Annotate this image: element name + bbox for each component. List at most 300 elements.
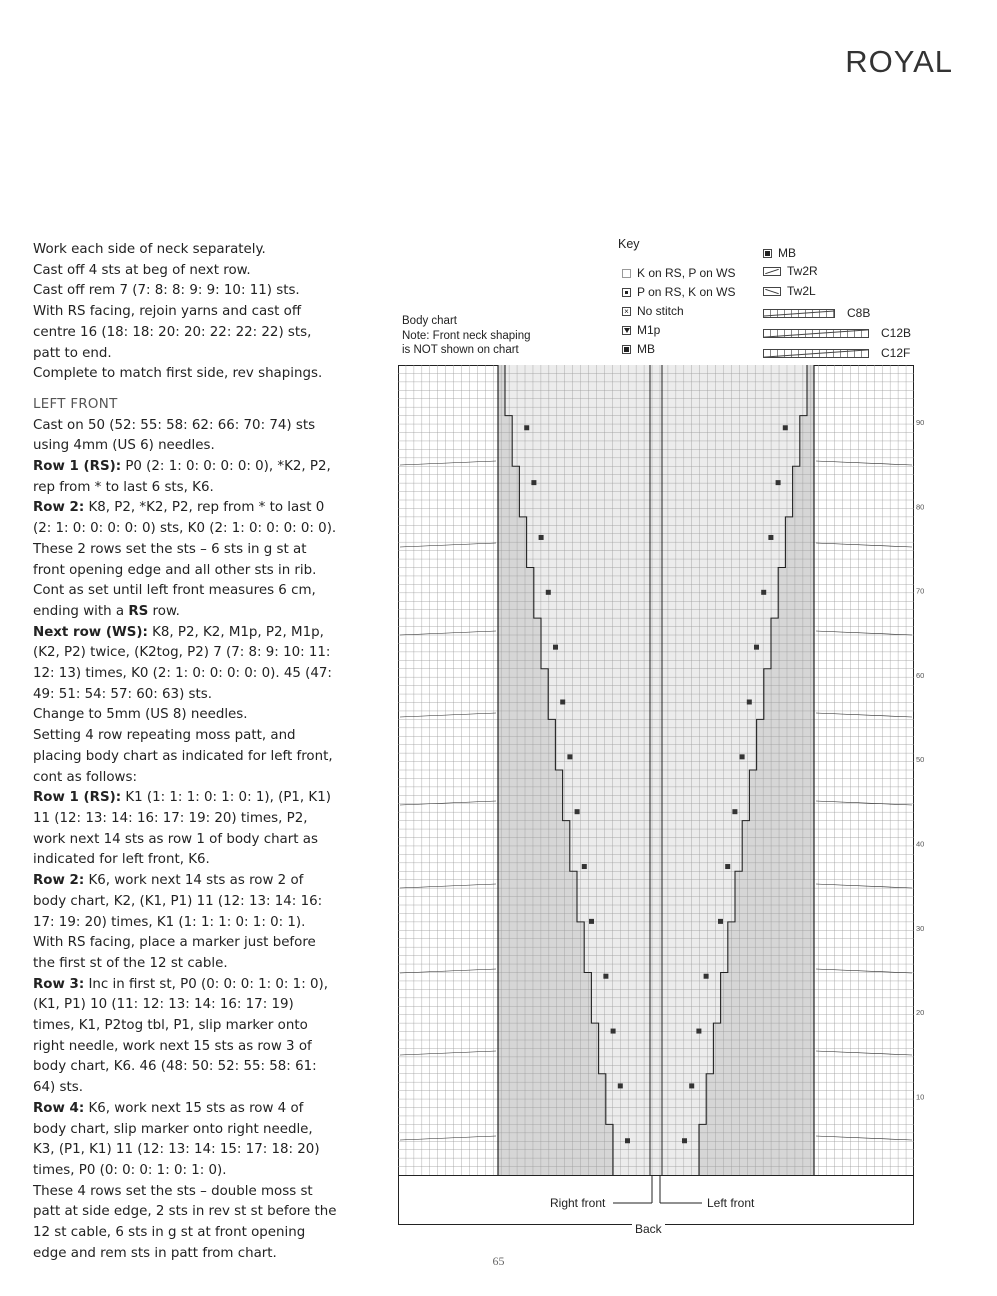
blank-square-icon [622,269,631,278]
bobble-mark [531,480,536,485]
no-stitch-area [498,956,584,964]
no-stitch-area [713,1057,814,1065]
no-stitch-area [498,981,591,989]
no-stitch-area [778,576,814,584]
no-stitch-area [498,930,584,938]
no-stitch-area [757,719,814,727]
no-stitch-area [807,365,814,373]
no-stitch-area [498,601,534,609]
no-stitch-area [498,745,555,753]
instruction-paragraph [33,581,338,622]
no-stitch-area [757,762,814,770]
instruction-paragraph [33,933,338,974]
dot-square-icon [622,288,631,297]
no-stitch-area [498,736,555,744]
cable-12-icon [763,329,869,338]
row-number-label: 60 [916,670,925,680]
no-stitch-area [498,559,527,567]
no-stitch-area [742,838,814,846]
no-stitch-area [785,551,814,559]
no-stitch-area [498,441,512,449]
no-stitch-area [498,922,584,930]
row-number-label: 30 [916,923,925,933]
no-stitch-area [498,897,577,905]
no-stitch-area [498,1048,599,1056]
key-item [763,284,816,298]
right-front-label: Right front [547,1196,608,1210]
bobble-mark [589,919,594,924]
no-stitch-area [498,1167,613,1175]
no-stitch-area [498,694,548,702]
instruction-paragraph [33,788,338,871]
no-stitch-area [800,458,814,466]
no-stitch-area [764,703,814,711]
no-stitch-area [498,643,541,651]
no-stitch-area [800,449,814,457]
no-stitch-area [498,829,570,837]
row-number-label: 10 [916,1092,925,1102]
no-stitch-area [728,922,814,930]
bobble-mark [768,535,773,540]
no-stitch-area [721,998,814,1006]
no-stitch-area [498,686,548,694]
instruction-text: K6, work next 15 sts as row 4 of body chart, slip marker onto right needle, K3, (P1, K1) 11 (12: 13: 14: 15: 17: 18: 20) times, P0 (0: 0: 0: 1: 0: 1: 0). [33,1100,320,1178]
instruction-text: P0 (2: 1: 0: 0: 0: 0: 0), *K2, P2, rep from * to last 6 sts, K6. [33,459,331,495]
no-stitch-area [498,407,505,415]
no-stitch-area [800,424,814,432]
no-stitch-area [728,939,814,947]
no-stitch-area [706,1074,814,1082]
no-stitch-area [498,449,512,457]
key-item-label: MB [637,342,655,356]
chart-key-title: Key [618,237,640,251]
no-stitch-area [498,1116,606,1124]
instruction-paragraph [33,302,338,364]
no-stitch-area [498,1006,591,1014]
no-stitch-area [807,382,814,390]
no-stitch-area [713,1032,814,1040]
key-item [763,326,911,340]
no-stitch-area [498,1065,599,1073]
no-stitch-area [498,1150,613,1158]
no-stitch-area [498,517,527,525]
no-stitch-area [498,770,563,778]
no-stitch-area [498,964,584,972]
twist-left-icon [763,287,781,296]
no-stitch-area [498,627,541,635]
no-stitch-area [778,568,814,576]
no-stitch-area [498,618,541,626]
no-stitch-area [778,610,814,618]
instruction-text: With RS facing, place a marker just before the first st of the 12 st cable. [33,935,316,971]
no-stitch-area [728,930,814,938]
no-stitch-area [764,686,814,694]
no-stitch-area [498,1023,599,1031]
no-stitch-area [771,635,814,643]
no-stitch-area [778,601,814,609]
no-stitch-area [498,888,577,896]
no-stitch-area [498,880,577,888]
row-heading: Row 1 (RS): [33,790,122,806]
no-stitch-area [757,745,814,753]
no-stitch-area [498,635,541,643]
bobble-mark [689,1083,694,1088]
no-stitch-area [785,559,814,567]
key-item-label: Tw2L [787,284,816,298]
no-stitch-area [498,542,527,550]
no-stitch-area [742,829,814,837]
key-item-label: K on RS, P on WS [637,266,736,280]
no-stitch-area [498,913,577,921]
no-stitch-area [749,795,814,803]
no-stitch-area [771,618,814,626]
bobble-mark [567,754,572,759]
key-item-label: No stitch [637,304,684,318]
no-stitch-area [699,1167,814,1175]
instruction-text: These 4 rows set the sts – double moss st patt at side edge, 2 sts in rev st st before the 12 st cable, 6 sts in g st at front opening edge and rem sts in patt from chart. [33,1183,337,1261]
bobble-mark [732,809,737,814]
instruction-text: Cont as set until left front measures 6 cm, ending with a [33,583,316,619]
row-number-label: 90 [916,418,925,427]
instruction-paragraph [33,364,338,385]
no-stitch-area [771,627,814,635]
instruction-text: K8, P2, *K2, P2, rep from * to last 0 (2: 1: 0: 0: 0: 0: 0) sts, K0 (2: 1: 0: 0: 0: 0: 0). [33,500,337,537]
key-item [622,266,736,280]
no-stitch-area [800,433,814,441]
bobble-mark [625,1138,630,1143]
bobble-mark [560,700,565,705]
section-heading [33,395,338,416]
instruction-text: Work each side of neck separately. [33,242,266,257]
cable-8-icon [763,309,835,318]
no-stitch-area [771,643,814,651]
no-stitch-area [757,753,814,761]
instruction-paragraph [33,261,338,282]
no-stitch-area [735,888,814,896]
row-number-label: 50 [916,755,925,765]
no-stitch-area [807,390,814,398]
no-stitch-area [498,1082,606,1090]
triangle-square-icon [622,326,631,335]
no-stitch-area [764,677,814,685]
instruction-paragraph [33,705,338,726]
no-stitch-area [771,660,814,668]
no-stitch-area [498,998,591,1006]
row-heading: RS [128,603,149,619]
no-stitch-area [498,804,563,812]
no-stitch-area [498,1091,606,1099]
no-stitch-area [706,1116,814,1124]
row-number-label: 20 [916,1008,925,1018]
no-stitch-area [498,1099,606,1107]
twist-right-icon [763,267,781,276]
no-stitch-area [498,458,512,466]
no-stitch-area [498,593,534,601]
no-stitch-area [749,778,814,786]
no-stitch-area [699,1158,814,1166]
no-stitch-area [735,880,814,888]
instruction-paragraph [33,540,338,581]
bobble-mark [704,974,709,979]
instruction-text: row. [148,603,180,619]
no-stitch-area [498,905,577,913]
no-stitch-area [800,416,814,424]
no-stitch-area [498,711,548,719]
back-label: Back [632,1222,665,1236]
no-stitch-area [749,804,814,812]
bobble-mark [524,425,529,430]
no-stitch-area [742,863,814,871]
instruction-text: K6, work next 14 sts as row 2 of body chart, K2, (K1, P1) 11 (12: 13: 14: 16: 17: 19: 20) times, K1 (1: 1: 1: 0: 1: 0: 1). [33,873,323,930]
bobble-mark [783,425,788,430]
cable-12-icon [763,349,869,358]
no-stitch-area [735,897,814,905]
instruction-paragraph [33,240,338,261]
key-item [622,342,655,356]
instruction-paragraph [33,281,338,302]
bobble-mark [682,1138,687,1143]
no-stitch-area [498,1124,613,1132]
key-item-label: C12B [881,326,912,340]
instruction-paragraph [33,975,338,1099]
no-stitch-area [498,365,505,373]
bobble-mark [603,974,608,979]
no-stitch-area [807,407,814,415]
key-item-label: Tw2R [787,264,818,278]
key-item-label: M1p [637,323,661,337]
bobble-mark [776,480,781,485]
instruction-paragraph [33,457,338,498]
row-heading: Next row (WS): [33,624,148,640]
no-stitch-area [778,593,814,601]
no-stitch-area [735,905,814,913]
row-heading: Row 1 (RS): [33,459,122,475]
no-stitch-area [749,787,814,795]
no-stitch-area [498,1015,591,1023]
instruction-paragraph [33,1182,338,1265]
instruction-paragraph [33,1099,338,1182]
instruction-text: Change to 5mm (US 8) needles. [33,707,248,723]
no-stitch-area [699,1133,814,1141]
left-front-label: Left front [704,1196,757,1210]
row-heading: Row 4: [33,1100,85,1116]
instruction-text: Setting 4 row repeating moss patt, and placing body chart as indicated for left front, cont as follows: [33,728,333,785]
no-stitch-area [498,373,505,381]
page-header-title: ROYAL [845,44,953,79]
no-stitch-area [706,1108,814,1116]
no-stitch-area [498,1108,606,1116]
no-stitch-area [498,812,563,820]
cross-square-icon: × [622,307,631,316]
no-stitch-area [721,1006,814,1014]
no-stitch-area [498,576,534,584]
bobble-mark [611,1029,616,1034]
no-stitch-area [498,863,570,871]
no-stitch-area [713,1048,814,1056]
instruction-text: Complete to match first side, rev shapings. [33,366,323,382]
no-stitch-area [498,669,548,677]
row-heading: Row 2: [33,873,85,889]
no-stitch-area [728,964,814,972]
no-stitch-area [498,1158,613,1166]
no-stitch-area [498,652,541,660]
page-number: 65 [492,1254,505,1268]
key-item-label: P on RS, K on WS [637,285,736,299]
instruction-paragraph [33,871,338,933]
no-stitch-area [721,981,814,989]
no-stitch-area [498,390,505,398]
no-stitch-area [498,778,563,786]
key-item [763,306,870,320]
key-item-label: C8B [847,306,871,320]
no-stitch-area [498,525,527,533]
key-item [763,246,796,260]
filled-square-icon [622,345,631,354]
pattern-instructions-text [33,240,338,1264]
body-chart-note-line: Note: Front neck shaping [402,329,531,342]
key-item [763,264,818,278]
no-stitch-area [706,1099,814,1107]
instruction-text: With RS facing, rejoin yarns and cast off centre 16 (18: 18: 20: 20: 22: 22: 22) sts, patt to end. [33,304,312,361]
body-chart-note-line: is NOT shown on chart [402,344,519,356]
no-stitch-area [764,711,814,719]
instruction-text: Cast off 4 sts at beg of next row. [33,262,251,278]
no-stitch-area [498,947,584,955]
bobble-mark [754,645,759,650]
no-stitch-area [706,1091,814,1099]
no-stitch-area [778,584,814,592]
row-number-label: 80 [916,502,925,512]
instruction-text: K1 (1: 1: 1: 0: 1: 0: 1), (P1, K1) 11 (12: 13: 14: 16: 17: 19: 20) times, P2, work next 14 sts as row 1 of body chart as indicated for left front, K6. [33,790,331,868]
no-stitch-area [498,1074,606,1082]
no-stitch-area [785,542,814,550]
body-chart-note [402,314,531,358]
bobble-mark [747,700,752,705]
bobble-mark [696,1029,701,1034]
instruction-text: These 2 rows set the sts – 6 sts in g st at front opening edge and all other sts in rib. [33,541,317,578]
key-item [622,285,736,299]
no-stitch-area [498,787,563,795]
no-stitch-area [498,939,584,947]
bobble-mark [575,809,580,814]
no-stitch-area [735,871,814,879]
no-stitch-area [498,753,555,761]
body-chart [398,365,925,1236]
no-stitch-area [498,433,512,441]
no-stitch-area [764,694,814,702]
no-stitch-area [749,770,814,778]
row-number-label: 70 [916,586,925,596]
key-item [763,346,910,360]
instruction-text: Cast off rem 7 (7: 8: 8: 9: 9: 10: 11) sts. [33,283,300,299]
key-item-label: C12F [881,346,911,360]
filled-square-icon [763,249,772,258]
no-stitch-area [757,728,814,736]
no-stitch-area [498,416,512,424]
no-stitch-area [498,989,591,997]
no-stitch-area [498,838,570,846]
no-stitch-area [728,947,814,955]
no-stitch-area [498,382,505,390]
instruction-text: Inc in first st, P0 (0: 0: 0: 1: 0: 1: 0), (K1, P1) 10 (11: 12: 13: 14: 16: 17: 19) times, K1, P2tog tbl, P1, slip marker onto right needle, work next 15 sts as row 3 of body chart, K6. 46 (48: 50: 52: 55: 58: 61: 64) sts. [33,976,328,1096]
no-stitch-area [498,584,534,592]
no-stitch-area [785,534,814,542]
no-stitch-area [498,660,541,668]
no-stitch-area [713,1023,814,1031]
no-stitch-area [498,795,563,803]
no-stitch-area [807,399,814,407]
no-stitch-area [742,854,814,862]
bobble-mark [546,590,551,595]
instruction-text: LEFT FRONT [33,396,118,412]
no-stitch-area [807,373,814,381]
no-stitch-area [498,424,512,432]
no-stitch-area [498,728,555,736]
no-stitch-area [749,812,814,820]
key-item [622,323,660,337]
instruction-paragraph [33,498,338,539]
no-stitch-area [498,677,548,685]
no-stitch-area [742,821,814,829]
no-stitch-area [699,1124,814,1132]
no-stitch-area [721,989,814,997]
no-stitch-area [699,1150,814,1158]
row-heading: Row 3: [33,976,85,992]
no-stitch-area [785,525,814,533]
no-stitch-area [742,846,814,854]
no-stitch-area [498,762,555,770]
no-stitch-area [498,1141,613,1149]
no-stitch-area [498,551,527,559]
no-stitch-area [713,1065,814,1073]
no-stitch-area [498,1057,599,1065]
no-stitch-area [498,568,534,576]
bobble-mark [539,535,544,540]
no-stitch-area [800,441,814,449]
no-stitch-area [498,719,555,727]
no-stitch-area [498,399,505,407]
body-chart-grid [398,365,938,1225]
no-stitch-area [713,1040,814,1048]
instruction-text: K8, P2, K2, M1p, P2, M1p, (K2, P2) twice, (K2tog, P2) 7 (7: 8: 9: 10: 11: 12: 13) times, K0 (2: 1: 0: 0: 0: 0: 0). 45 (47: 49: 51: 54: 57: 60: 63) sts. [33,624,332,702]
no-stitch-area [728,956,814,964]
no-stitch-area [498,973,591,981]
no-stitch-area [721,1015,814,1023]
instruction-paragraph [33,416,338,457]
instruction-paragraph [33,623,338,706]
no-stitch-area [498,534,527,542]
no-stitch-area [498,846,570,854]
no-stitch-area [498,1040,599,1048]
bobble-mark [582,864,587,869]
bobble-mark [718,919,723,924]
no-stitch-area [498,610,534,618]
no-stitch-area [764,669,814,677]
row-number-label: 40 [916,839,925,849]
no-stitch-area [721,973,814,981]
bobble-mark [725,864,730,869]
body-chart-note-line: Body chart [402,315,457,327]
bobble-mark [553,645,558,650]
no-stitch-area [735,913,814,921]
key-item [622,304,684,318]
instruction-paragraph [33,726,338,788]
no-stitch-area [785,517,814,525]
no-stitch-area [498,821,570,829]
no-stitch-area [699,1141,814,1149]
no-stitch-area [498,1032,599,1040]
bobble-mark [740,754,745,759]
